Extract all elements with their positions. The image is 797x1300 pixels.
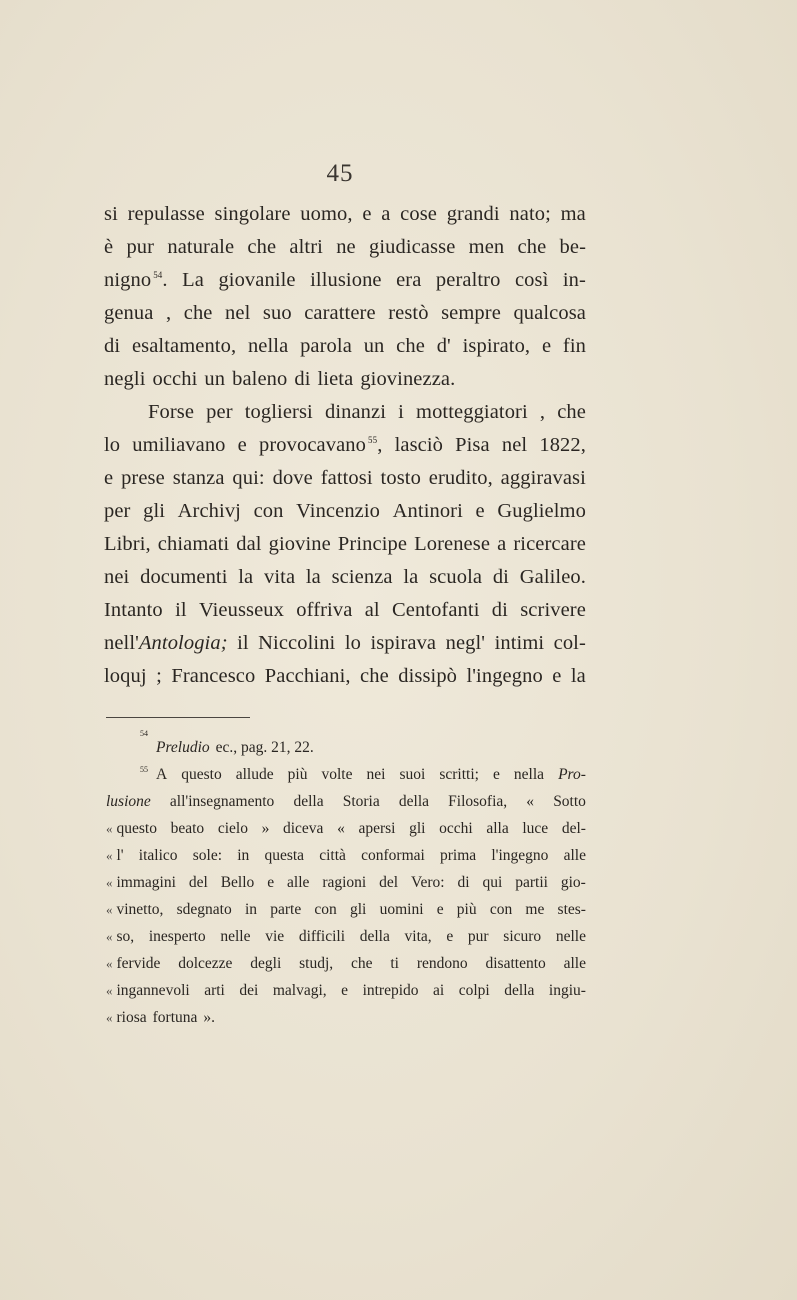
word: difficili (298, 928, 346, 945)
word: stanza (172, 467, 225, 489)
word: occhi (152, 368, 198, 390)
word: degli (250, 955, 282, 972)
word: pur (126, 236, 155, 258)
text-line-italic-title (104, 627, 586, 660)
word: stes- (557, 901, 586, 918)
word: un (363, 335, 385, 357)
word: studj, (299, 955, 334, 972)
text-line (104, 495, 586, 528)
word: Pisa (455, 434, 490, 456)
quote-mark: « (106, 1010, 113, 1025)
word: Pro- (558, 766, 586, 783)
word: Forse (148, 401, 195, 423)
word: cose (400, 203, 437, 225)
word: che (517, 236, 547, 258)
word: ispirato, (462, 335, 531, 357)
word: cielo (217, 820, 248, 837)
word: i (398, 401, 404, 423)
word: ispirava (370, 632, 437, 654)
word: apersi (358, 820, 396, 837)
word: Principe (337, 533, 408, 555)
word: a (381, 203, 391, 225)
quote-mark: « (106, 821, 113, 836)
word: più (287, 766, 308, 783)
word: che (557, 401, 586, 423)
word: a (497, 533, 507, 555)
word: nei (104, 566, 130, 588)
word: la (305, 566, 321, 588)
word: il (175, 599, 187, 621)
word: dolcezze (178, 955, 233, 972)
word: gli (409, 820, 426, 837)
word: baleno (232, 368, 288, 390)
word: di (294, 368, 311, 390)
word: un (204, 368, 226, 390)
word: intimi (494, 632, 545, 654)
footnote-quote-line (106, 1004, 586, 1031)
word: e (541, 335, 552, 357)
word: ». (203, 1009, 216, 1026)
word: partii (515, 874, 548, 891)
word: beato (170, 820, 205, 837)
word: gli (350, 901, 367, 918)
word: giovanile (218, 269, 296, 291)
word: men (468, 236, 505, 258)
word: singolare (214, 203, 291, 225)
word: che (396, 335, 425, 357)
word: di (457, 874, 470, 891)
footnote-quote-line (106, 815, 586, 842)
word: città (319, 847, 346, 864)
text-line (104, 462, 586, 495)
word: ragioni (322, 874, 367, 891)
footnote-ref: 55 (368, 435, 378, 445)
word: vie (265, 928, 285, 945)
word: Niccolini (258, 632, 336, 654)
word: $^{55}$ A (140, 765, 168, 783)
word: fattosi (320, 467, 373, 489)
word: lasciò (394, 434, 443, 456)
word: lusione (106, 793, 151, 810)
word: e (341, 982, 349, 999)
footnote-mark: 55 (140, 765, 148, 774)
text-line (104, 594, 586, 627)
word: togliersi (244, 401, 313, 423)
text-line (104, 198, 586, 231)
quote-mark: « (106, 929, 113, 944)
word: Pacchiani, (264, 665, 351, 687)
word: nel (225, 302, 251, 324)
word: dinanzi (324, 401, 387, 423)
word: il (237, 632, 249, 654)
word: « (526, 793, 535, 810)
word: malvagi, (272, 982, 327, 999)
word: luce (522, 820, 549, 837)
text-line (104, 561, 586, 594)
word: del (379, 874, 399, 891)
word: della (293, 793, 324, 810)
footnotes (106, 729, 586, 1031)
word: tosto (380, 467, 421, 489)
word: sempre (441, 302, 501, 324)
word: e (362, 203, 372, 225)
footnote-title: Preludio (156, 739, 210, 756)
word: repulasse (127, 203, 205, 225)
word: della (359, 928, 390, 945)
word: occhi (439, 820, 473, 837)
word: di (491, 599, 508, 621)
word: « fervide (106, 955, 161, 972)
footnote-55-line (106, 761, 586, 788)
word: Antinori (392, 500, 463, 522)
word: Libri, (104, 533, 151, 555)
word: « l' (106, 847, 124, 864)
word: giudicasse (369, 236, 456, 258)
word: dissipò (398, 665, 458, 687)
word: e (267, 874, 275, 891)
word: italico (138, 847, 178, 864)
word: Francesco (171, 665, 256, 687)
text-line (104, 330, 586, 363)
footnote-55-line (106, 788, 586, 815)
word: allude (235, 766, 274, 783)
word: Vincenzio (296, 500, 381, 522)
word: altri (289, 236, 323, 258)
word: grandi (446, 203, 500, 225)
word: La (182, 269, 204, 291)
word: nel (501, 434, 528, 456)
word: parte (270, 901, 302, 918)
word: alle (563, 847, 586, 864)
word: prima (440, 847, 477, 864)
word: negl' (445, 632, 486, 654)
word: sicuro (503, 928, 542, 945)
word: e (104, 467, 114, 489)
word: più (456, 901, 477, 918)
word: d' (436, 335, 451, 357)
word: uomo, (300, 203, 353, 225)
quote-mark: « (106, 848, 113, 863)
word: , (165, 302, 172, 324)
word: di (492, 566, 509, 588)
footnote-54 (106, 729, 586, 761)
word: vita (264, 566, 296, 588)
word: conformai (361, 847, 425, 864)
word: per (206, 401, 233, 423)
footnote-rule (106, 717, 250, 718)
word: « immagini (106, 874, 176, 891)
word: , (539, 401, 546, 423)
page-number: 45 (326, 160, 354, 187)
word: peraltro (435, 269, 501, 291)
word: dal (236, 533, 262, 555)
word: ti (390, 955, 399, 972)
word: del (188, 874, 208, 891)
text-line-with-ref (104, 429, 586, 462)
word: dei (239, 982, 259, 999)
word: parola (300, 335, 352, 357)
word: « questo (106, 820, 157, 837)
word: e (446, 928, 454, 945)
word: qualcosa (513, 302, 586, 324)
word: l'ingegno (466, 665, 543, 687)
word: l'ingegno (491, 847, 549, 864)
word: Filosofia, (448, 793, 508, 810)
word: al (364, 599, 380, 621)
word: gio- (560, 874, 586, 891)
footnote-mark: 54 (140, 729, 148, 738)
word: la (238, 566, 254, 588)
word: sdegnato (176, 901, 232, 918)
word: che (360, 665, 389, 687)
word: Storia (342, 793, 380, 810)
word: nato; (509, 203, 551, 225)
word: nei (366, 766, 386, 783)
word: « vinetto, (106, 901, 164, 918)
word: giovinezza. (360, 368, 456, 390)
word: prese (121, 467, 165, 489)
word: esaltamento, (131, 335, 237, 357)
word: suo (262, 302, 292, 324)
word: per (104, 500, 131, 522)
word: « riosa (106, 1009, 147, 1026)
word: qui: (232, 467, 265, 489)
word: ingiu- (548, 982, 586, 999)
word: con (489, 901, 513, 918)
word: colpi (458, 982, 490, 999)
word: genua (104, 302, 154, 324)
word: 1822, (539, 434, 586, 456)
main-text (104, 198, 586, 693)
word: si (104, 203, 118, 225)
word: e (475, 500, 485, 522)
word: del- (561, 820, 586, 837)
word: illusione (310, 269, 382, 291)
word: qui (482, 874, 503, 891)
word: col- (553, 632, 586, 654)
quote-mark: « (106, 983, 113, 998)
word: uomini (379, 901, 424, 918)
word: è (104, 236, 114, 258)
word: naturale (167, 236, 235, 258)
word: fortuna (152, 1009, 198, 1026)
word: aggiravasi (500, 467, 586, 489)
word: restò (388, 302, 429, 324)
word: ma (560, 203, 586, 225)
word: provocavano $^{55}$, (259, 434, 383, 456)
word: gli (143, 500, 166, 522)
word: dove (272, 467, 313, 489)
word: con (253, 500, 284, 522)
word: alle (287, 874, 310, 891)
footnote-quote-line (106, 896, 586, 923)
journal-title: Antologia; (138, 632, 228, 654)
word: in (237, 847, 250, 864)
word: nella (247, 335, 289, 357)
word: in (244, 901, 258, 918)
word: all'insegnamento (169, 793, 275, 810)
word: che (183, 302, 213, 324)
footnote-text: ec., pag. 21, 22. (215, 739, 314, 756)
word: questo (181, 766, 222, 783)
word: e (552, 665, 562, 687)
word: alla (486, 820, 509, 837)
word: lo (344, 632, 361, 654)
word: ; (156, 665, 162, 687)
word: e (493, 766, 500, 783)
word: scrivere (520, 599, 586, 621)
footnote-ref: 54 (153, 270, 163, 280)
word: della (398, 793, 430, 810)
word: « ingannevoli (106, 982, 190, 999)
word: me (525, 901, 545, 918)
word: lo (104, 434, 121, 456)
text-line (104, 231, 586, 264)
word: Guglielmo (497, 500, 586, 522)
footnote-quote-line (106, 977, 586, 1004)
text-line (104, 660, 586, 693)
word: nell'Antologia; (104, 632, 228, 654)
word: Vero: (411, 874, 445, 891)
word: Vieusseux (198, 599, 285, 621)
word: che (247, 236, 277, 258)
word: fin (562, 335, 586, 357)
word: Bello (220, 874, 255, 891)
word: ricercare (513, 533, 586, 555)
word: erudito, (428, 467, 493, 489)
word: scritti; (439, 766, 479, 783)
word: intrepido (362, 982, 419, 999)
quote-mark: « (106, 902, 113, 917)
word: be- (559, 236, 586, 258)
word: Archivj (177, 500, 241, 522)
footnote-quote-line (106, 869, 586, 896)
word: pur (467, 928, 489, 945)
word: nelle (555, 928, 586, 945)
word: era (396, 269, 422, 291)
text-line (104, 363, 586, 396)
word: e (436, 901, 444, 918)
word: così (514, 269, 549, 291)
word: « (337, 820, 345, 837)
quote-mark: « (106, 875, 113, 890)
footnote-quote-line (106, 950, 586, 977)
word: giovine (268, 533, 331, 555)
word: umiliavano (132, 434, 226, 456)
word: « so, (106, 928, 135, 945)
word: negli (104, 368, 146, 390)
word: Intanto (104, 599, 163, 621)
word: scuola (429, 566, 483, 588)
word: alle (563, 955, 586, 972)
word: Centofanti (391, 599, 480, 621)
word: inesperto (148, 928, 206, 945)
word: e (237, 434, 247, 456)
word: la (403, 566, 419, 588)
word: in- (562, 269, 586, 291)
word: suoi (399, 766, 426, 783)
word: disattento (485, 955, 546, 972)
word: Galileo. (519, 566, 586, 588)
word: loquj (104, 665, 147, 687)
word: lieta (317, 368, 354, 390)
footnote-quote-line (106, 842, 586, 869)
word: arti (204, 982, 225, 999)
word: ne (336, 236, 356, 258)
word: rendono (416, 955, 468, 972)
word: di (104, 335, 121, 357)
word: volte (321, 766, 353, 783)
word: motteggiatori (416, 401, 528, 423)
word: sole: (192, 847, 223, 864)
word: questa (264, 847, 305, 864)
paragraph-start (104, 396, 586, 429)
word: con (314, 901, 337, 918)
word: chiamati (157, 533, 230, 555)
word: scienza (331, 566, 393, 588)
word: della (504, 982, 535, 999)
word: ai (433, 982, 445, 999)
footnote-quote-line (106, 923, 586, 950)
word: Lorenese (414, 533, 491, 555)
word: nigno $^{54}$. (104, 269, 168, 291)
quote-mark: « (106, 956, 113, 971)
word: » (261, 820, 270, 837)
word: vita, (404, 928, 432, 945)
word: nella (513, 766, 545, 783)
word: carattere (304, 302, 376, 324)
word: nelle (220, 928, 251, 945)
text-line (104, 528, 586, 561)
text-line-with-ref (104, 264, 586, 297)
word: offriva (296, 599, 353, 621)
word: Sotto (553, 793, 586, 810)
word: diceva (282, 820, 324, 837)
word: la (570, 665, 586, 687)
text-line (104, 297, 586, 330)
word: che (351, 955, 373, 972)
word: documenti (140, 566, 228, 588)
